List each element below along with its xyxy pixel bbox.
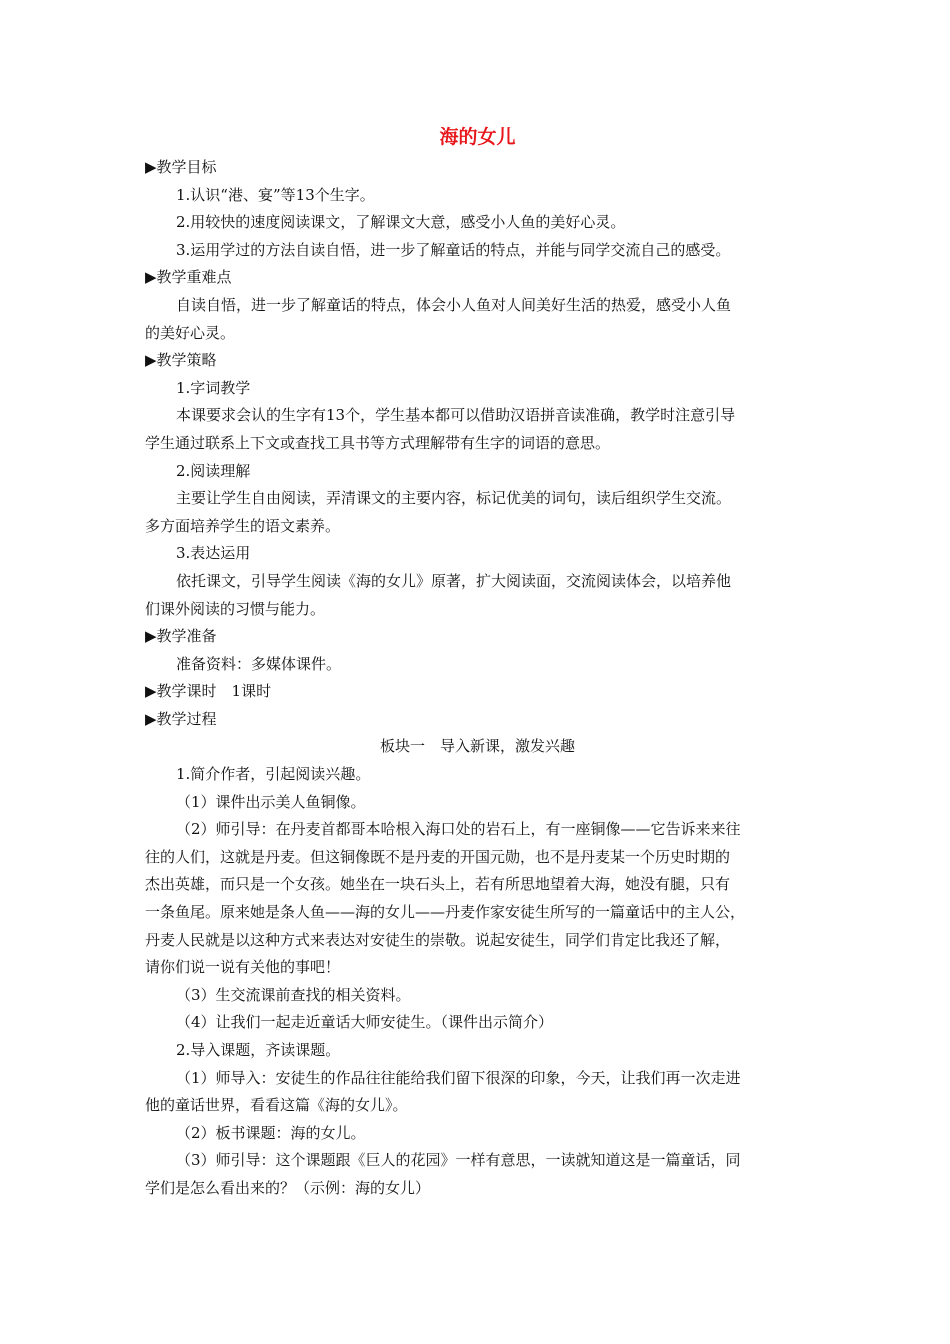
paragraph-line: 学们是怎么看出来的？（示例：海的女儿） <box>145 1178 431 1197</box>
paragraph-line: 2.导入课题，齐读课题。 <box>176 1041 341 1059</box>
paragraph-line: 准备资料：多媒体课件。 <box>176 654 342 673</box>
paragraph-line: （1）课件出示美人鱼铜像。 <box>176 792 366 811</box>
paragraph-line: 1.字词教学 <box>176 378 251 397</box>
paragraph-line: 学生通过联系上下文或查找工具书等方式理解带有生字的词语的意思。 <box>145 433 611 452</box>
paragraph-line: 一条鱼尾。原来她是条人鱼——海的女儿——丹麦作家安徒生所写的一篇童话中的主人公， <box>145 903 746 922</box>
paragraph-line: 2.用较快的速度阅读课文，了解课文大意，感受小人鱼的美好心灵。 <box>176 213 626 232</box>
paragraph-line: 他的童话世界，看看这篇《海的女儿》。 <box>145 1096 408 1115</box>
section-heading: ▶教学重难点 <box>145 268 232 287</box>
paragraph-line: 2.阅读理解 <box>176 461 251 480</box>
paragraph-line: 1.简介作者，引起阅读兴趣。 <box>176 765 371 784</box>
section-heading: ▶教学目标 <box>145 158 217 176</box>
paragraph-line: 1.认识“港、宴”等13个生字。 <box>176 185 375 204</box>
paragraph-line: （1）师导入：安徒生的作品往往能给我们留下很深的印象，今天，让我们再一次走进 <box>176 1068 741 1087</box>
paragraph-line: 自读自悟，进一步了解童话的特点，体会小人鱼对人间美好生活的热爱，感受小人鱼 <box>176 295 732 314</box>
paragraph-line: （3）师引导：这个课题跟《巨人的花园》一样有意思，一读就知道这是一篇童话，同 <box>176 1151 741 1170</box>
paragraph-line: 丹麦人民就是以这种方式来表达对安徒生的崇敬。说起安徒生，同学们肯定比我还了解， <box>145 930 731 949</box>
section-heading: ▶教学课时 1课时 <box>145 682 272 701</box>
page-title: 海的女儿 <box>439 126 516 148</box>
section-heading: ▶教学准备 <box>145 627 217 646</box>
paragraph-line: （4）让我们一起走近童话大师安徒生。（课件出示简介） <box>176 1013 554 1032</box>
paragraph-line: （3）生交流课前查找的相关资料。 <box>176 985 411 1004</box>
paragraph-line: 本课要求会认的生字有13个，学生基本都可以借助汉语拼音读准确，教学时注意引导 <box>176 406 736 425</box>
paragraph-line: 3.运用学过的方法自读自悟，进一步了解童话的特点，并能与同学交流自己的感受。 <box>176 240 731 259</box>
section-heading: ▶教学过程 <box>145 709 217 728</box>
paragraph-line: 的美好心灵。 <box>145 323 236 342</box>
paragraph-line: 请你们说一说有关他的事吧！ <box>145 958 341 977</box>
paragraph-line: （2）师引导：在丹麦首都哥本哈根入海口处的岩石上，有一座铜像——它告诉来来往 <box>176 820 741 839</box>
paragraph-line: 依托课文，引导学生阅读《海的女儿》原著，扩大阅读面，交流阅读体会，以培养他 <box>176 571 732 590</box>
paragraph-line: 们课外阅读的习惯与能力。 <box>145 599 326 618</box>
section-heading: ▶教学策略 <box>145 351 217 370</box>
block-heading: 板块一 导入新课，激发兴趣 <box>379 737 575 756</box>
paragraph-line: 多方面培养学生的语文素养。 <box>145 516 341 535</box>
paragraph-line: 主要让学生自由阅读，弄清课文的主要内容，标记优美的词句，读后组织学生交流。 <box>176 489 732 508</box>
document-body <box>145 120 810 1203</box>
paragraph-line: 往的人们，这就是丹麦。但这铜像既不是丹麦的开国元勋，也不是丹麦某一个历史时期的 <box>145 847 731 866</box>
paragraph-line: （2）板书课题：海的女儿。 <box>176 1123 366 1142</box>
paragraph-line: 杰出英雄，而只是一个女孩。她坐在一块石头上，若有所思地望着大海，她没有腿，只有 <box>145 875 731 894</box>
paragraph-line: 3.表达运用 <box>176 544 251 563</box>
